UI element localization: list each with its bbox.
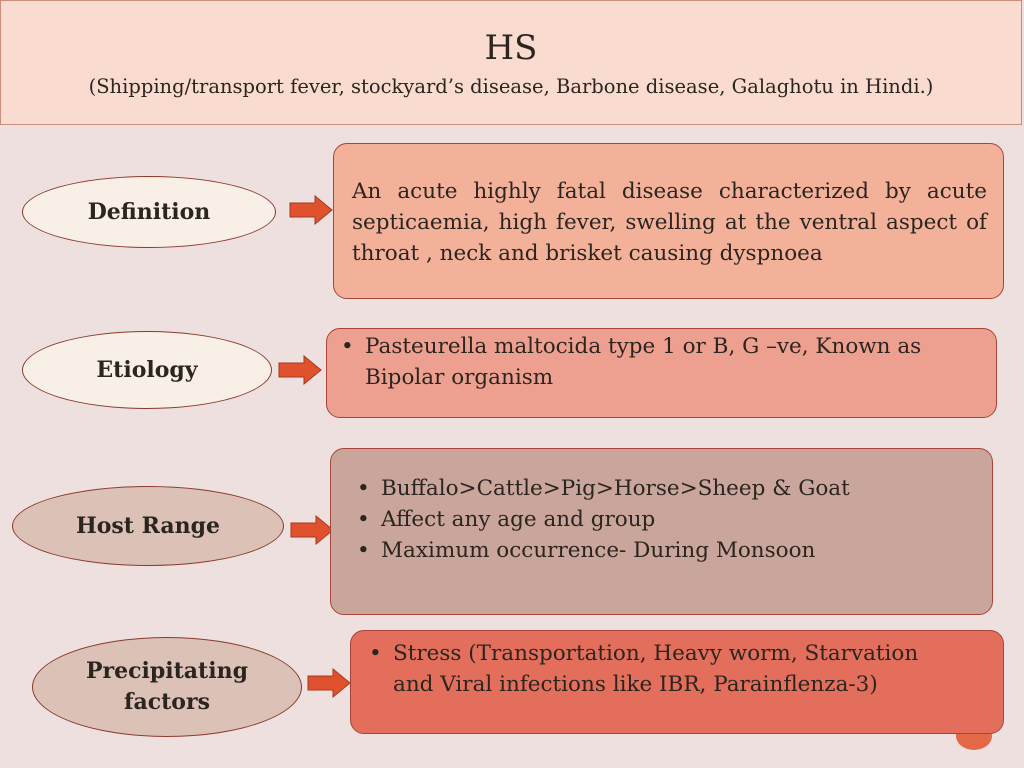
list-item: • Pasteurella maltocida type 1 or B, G –ve, Known as Bipolar organism [333, 331, 980, 393]
etiology-oval [22, 331, 272, 409]
precipitating-list [361, 638, 963, 700]
host-range-oval [12, 486, 284, 566]
definition-oval [22, 176, 276, 248]
list-item: • Stress (Transportation, Heavy worm, Starvation and Viral infections like IBR, Parainflenza-3) [361, 638, 963, 700]
slide-title: HS [484, 28, 538, 68]
etiology-label: Etiology [96, 356, 198, 383]
host-range-arrow-icon [290, 515, 334, 545]
etiology-box [326, 328, 997, 418]
list-item: • Affect any age and group [349, 504, 976, 535]
slide-subtitle: (Shipping/transport fever, stockyard’s disease, Barbone disease, Galaghotu in Hindi.) [88, 75, 934, 98]
host-range-box [330, 448, 993, 615]
definition-box [333, 143, 1004, 299]
list-item: • Buffalo>Cattle>Pig>Horse>Sheep & Goat [349, 473, 976, 504]
etiology-list [333, 331, 980, 393]
list-item: • Maximum occurrence- During Monsoon [349, 535, 976, 566]
definition-arrow-icon [289, 195, 333, 225]
host-range-label: Host Range [75, 512, 221, 539]
precipitating-label-line1: Precipitating [86, 658, 248, 684]
definition-text: An acute highly fatal disease characterized by acute septicaemia, high fever, swelling at the ventral aspect of throat , neck and brisket causing dyspnoea [352, 179, 987, 266]
slide-header [0, 0, 1022, 125]
precipitating-factors-oval [32, 637, 302, 737]
precipitating-arrow-icon [307, 668, 351, 698]
definition-label: Definition [87, 198, 211, 225]
etiology-arrow-icon [278, 355, 322, 385]
precipitating-factors-box [350, 630, 1004, 734]
host-range-list [349, 473, 976, 566]
precipitating-label-line2: factors [124, 689, 210, 715]
